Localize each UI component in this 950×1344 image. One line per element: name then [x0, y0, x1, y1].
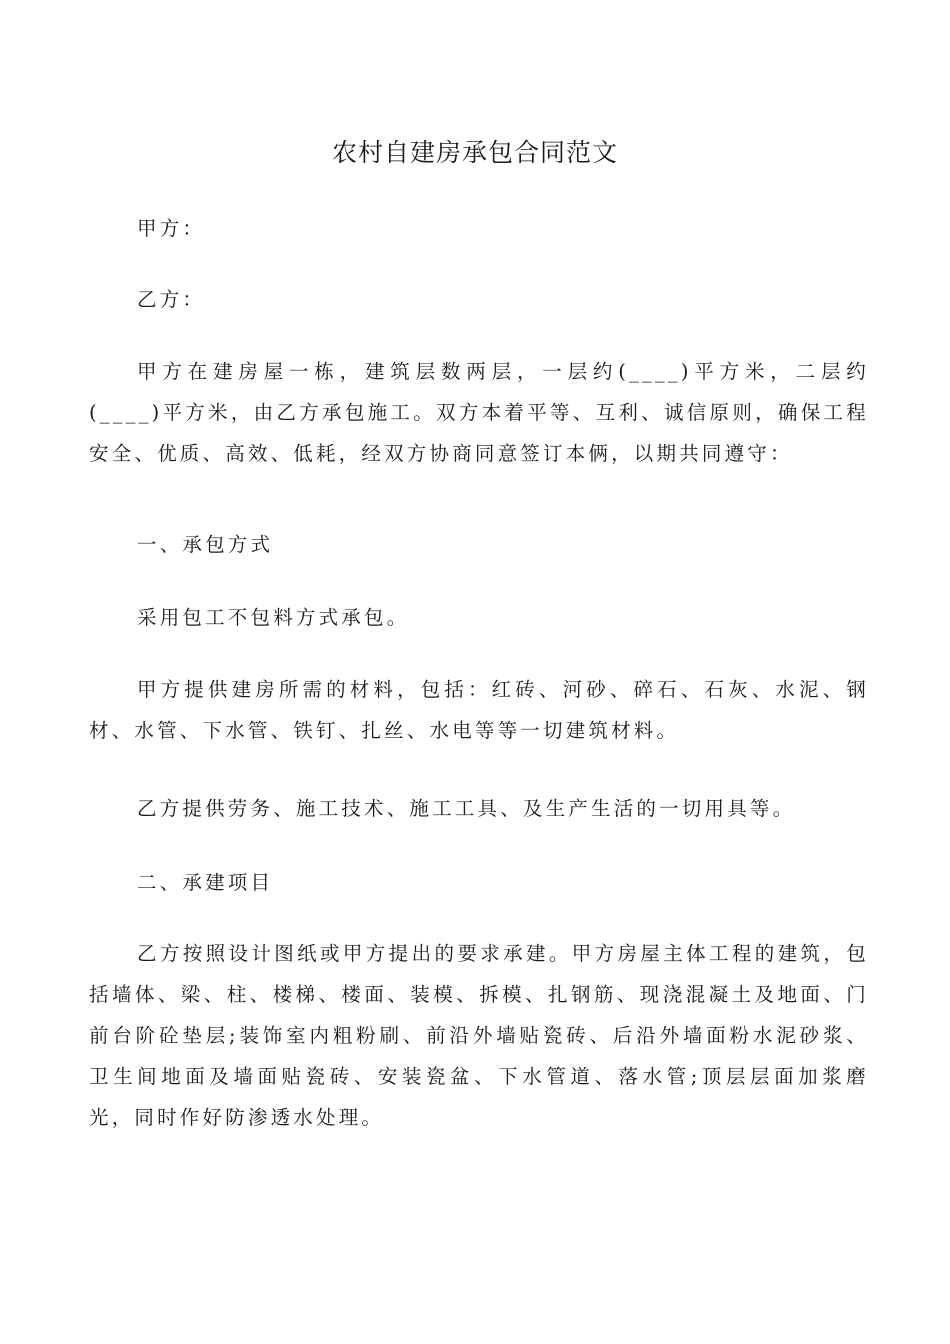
section-heading-contract-method: 一、承包方式 [137, 533, 274, 556]
party-a-label: 甲方： [137, 217, 206, 240]
materials-paragraph: 甲方提供建房所需的材料，包括：红砖、河砂、碎石、石灰、水泥、钢材、水管、下水管、铁钉、扎丝、水电等等一切建筑材料。 [89, 678, 869, 742]
labor-paragraph: 乙方提供劳务、施工技术、施工工具、及生产生活的一切用具等。 [137, 797, 796, 820]
party-b-label: 乙方： [137, 288, 206, 311]
section-heading-construction-items: 二、承建项目 [137, 871, 274, 894]
intro-paragraph: 甲方在建房屋一栋，建筑层数两层，一层约(____)平方米，二层约(____)平方米，由乙方承包施工。双方本着平等、互利、诚信原则，确保工程安全、优质、高效、低耗，经双方协商同意签订本俩，以期共同遵守： [89, 360, 869, 465]
contract-method-paragraph: 采用包工不包料方式承包。 [137, 606, 410, 629]
construction-scope-paragraph: 乙方按照设计图纸或甲方提出的要求承建。甲方房屋主体工程的建筑，包括墙体、梁、柱、楼梯、楼面、装模、拆模、扎钢筋、现浇混凝土及地面、门前台阶砼垫层;装饰室内粗粉刷、前沿外墙贴瓷砖、后沿外墙面粉水泥砂浆、卫生间地面及墙面贴瓷砖、安装瓷盆、下水管道、落水管;顶层层面加浆磨光，同时作好防渗透水处理。 [89, 942, 869, 1129]
document-title: 农村自建房承包合同范文 [331, 138, 618, 167]
